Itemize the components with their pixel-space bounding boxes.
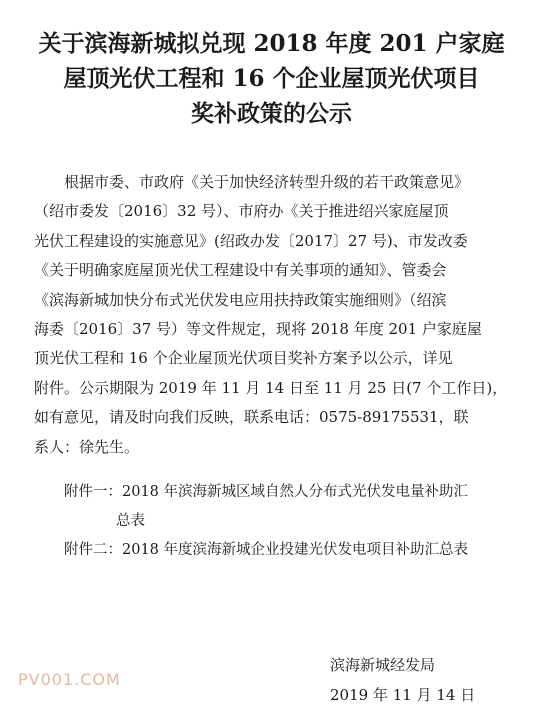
body-line: 根据市委、市政府《关于加快经济转型升级的若干政策意见》 xyxy=(64,173,470,191)
body-line: 《关于明确家庭屋顶光伏工程建设中有关事项的通知》、管委会 xyxy=(34,261,447,280)
body-line: 附件。公示期限为 2019 年 11 月 14 日至 11 月 25 日(7 个工作日)， xyxy=(34,378,508,397)
body-line: 顶光伏工程和 16 个企业屋顶光伏项目奖补方案予以公示，详见 xyxy=(34,349,453,368)
attachment-1-line-2: 总表 xyxy=(116,513,145,529)
body-line: （绍市委发〔2016〕32 号）、市府办《关于推进绍兴家庭屋顶 xyxy=(34,202,449,221)
signature-organization: 滨海新城经发局 xyxy=(330,656,436,674)
body-line: 《滨海新城加快分布式光伏发电应用扶持政策实施细则》（绍滨 xyxy=(34,290,447,309)
watermark: PV001.COM xyxy=(18,670,121,689)
attachment-2 xyxy=(64,536,468,565)
document-title xyxy=(0,26,543,131)
title-line-2: 屋顶光伏工程和 16 个企业屋顶光伏项目 xyxy=(63,65,480,92)
attachment-2-line-1: 附件二：2018 年度滨海新城企业投建光伏发电项目补助汇总表 xyxy=(64,542,469,558)
body-paragraph xyxy=(34,168,512,462)
signature-date: 2019 年 11 月 14 日 xyxy=(330,686,476,704)
body-line: 系人：徐先生。 xyxy=(34,437,140,456)
attachment-1 xyxy=(64,478,468,536)
body-line: 海委〔2016〕37 号）等文件规定，现将 2018 年度 201 户家庭屋 xyxy=(34,320,482,339)
title-line-1: 关于滨海新城拟兑现 2018 年度 201 户家庭 xyxy=(38,30,505,57)
title-line-3: 奖补政策的公示 xyxy=(191,100,352,127)
body-line: 光伏工程建设的实施意见》(绍政办发〔2017〕27 号)、市发改委 xyxy=(34,231,468,250)
attachment-1-line-1: 附件一：2018 年滨海新城区域自然人分布式光伏发电量补助汇 xyxy=(64,484,469,500)
body-line: 如有意见，请及时向我们反映，联系电话：0575-89175531，联 xyxy=(34,408,469,427)
